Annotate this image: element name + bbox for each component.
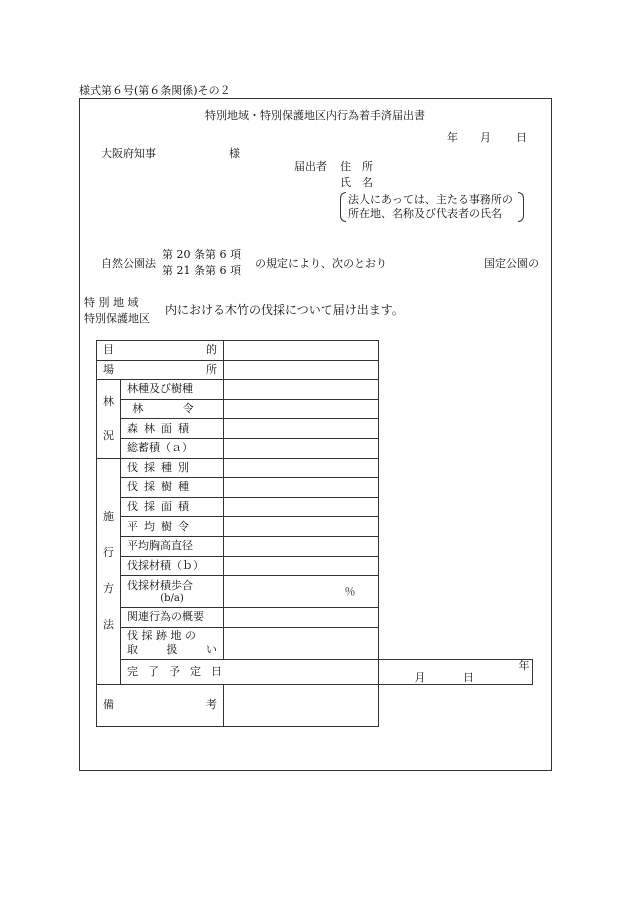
cut-species-label: 伐採樹種 [121,478,224,498]
applicant-label: 届出者 [294,160,327,173]
form-title: 特別地域・特別保護地区内行為着手済届出書 [205,109,425,122]
purpose-char-1: 目 [103,343,114,357]
form-number: 様式第６号(第６条関係)その２ [79,84,231,97]
date-month: 月 [480,131,491,144]
cut-type-input[interactable] [224,458,379,478]
cut-area-label: 伐採面積 [121,497,224,517]
purpose-input[interactable] [224,341,379,361]
method-group-label: 施 行 方 法 [97,458,121,684]
honorific: 様 [229,147,240,160]
place-char-1: 場 [103,362,114,376]
avg-age-input[interactable] [224,517,379,537]
place-label [103,364,217,376]
forest-age-input[interactable] [224,399,379,419]
bracket-left [340,192,346,222]
corporate-note [340,192,524,224]
row-after-cut [97,627,533,659]
related-label: 関連行為の概要 [121,608,224,628]
cut-volume-label: 伐採材積（ｂ） [121,556,224,576]
cut-ratio-input[interactable] [224,576,379,608]
law-text: の規定により、次のとおり [255,257,387,270]
percent-sign: ％ [344,584,356,598]
place-char-2: 所 [206,362,217,376]
law-clause-2: 第 21 条第 6 項 [162,264,241,277]
bracket-right [518,192,524,222]
completion-label: 完了予定日 [121,659,379,684]
purpose-label [103,344,217,356]
corp-note-line1: 法人にあっては、主たる事務所の [348,193,513,206]
row-avg-age [97,517,533,537]
cut-type-label: 伐採種別 [121,458,224,478]
row-place [97,360,533,380]
name-label: 氏 名 [340,176,373,189]
completion-input[interactable]: 年 月 日 [378,659,533,684]
corp-note-line2: 所在地、名称及び代表者の氏名 [348,207,502,220]
row-cut-species [97,478,533,498]
related-input[interactable] [224,608,379,628]
date-day: 日 [516,131,527,144]
place-input[interactable] [224,360,379,380]
row-completion [97,659,533,684]
avg-age-label: 平均樹令 [121,517,224,537]
law-name: 自然公園法 [101,257,156,270]
after-cut-input[interactable] [224,627,379,659]
row-forest-age [97,399,533,419]
cut-ratio-label: 伐採材積歩合 (b/a) [121,576,224,608]
after-cut-label: 伐 採 跡 地 の 取 扱 い [121,627,224,659]
remarks-label: 備 考 [103,698,217,712]
forest-type-input[interactable] [224,380,379,400]
avg-dbh-input[interactable] [224,536,379,556]
law-clause-1: 第 20 条第 6 項 [162,248,241,261]
total-stock-input[interactable] [224,438,379,458]
forest-group-label: 林 況 [97,380,121,458]
address-label: 住 所 [340,160,373,173]
row-forest-type [97,380,533,400]
row-cut-ratio [97,576,533,608]
zone-special: 特 別 地 域 [84,296,139,309]
form-table [96,340,533,727]
forest-type-label: 林種及び樹種 [121,380,224,400]
total-stock-label: 総蓄積（ａ） [121,438,224,458]
forest-area-label: 森林面積 [121,419,224,439]
forest-area-input[interactable] [224,419,379,439]
cut-volume-input[interactable] [224,556,379,576]
row-related [97,608,533,628]
date-year: 年 [447,131,458,144]
cut-area-input[interactable] [224,497,379,517]
zone-protected: 特別保護地区 [84,312,150,325]
remarks-input[interactable] [224,684,379,726]
row-total-stock [97,438,533,458]
addressee: 大阪府知事 [101,147,156,160]
row-remarks [97,684,533,726]
row-cut-type [97,458,533,478]
row-purpose [97,341,533,361]
row-forest-area [97,419,533,439]
avg-dbh-label: 平均胸高直径 [121,536,224,556]
forest-age-label: 林 令 [121,399,224,419]
cut-species-input[interactable] [224,478,379,498]
row-cut-area [97,497,533,517]
zone-text: 内における木竹の伐採について届け出ます。 [165,303,404,317]
row-cut-volume [97,556,533,576]
park-text: 国定公園の [484,257,539,270]
purpose-char-2: 的 [206,343,217,357]
row-avg-dbh [97,536,533,556]
